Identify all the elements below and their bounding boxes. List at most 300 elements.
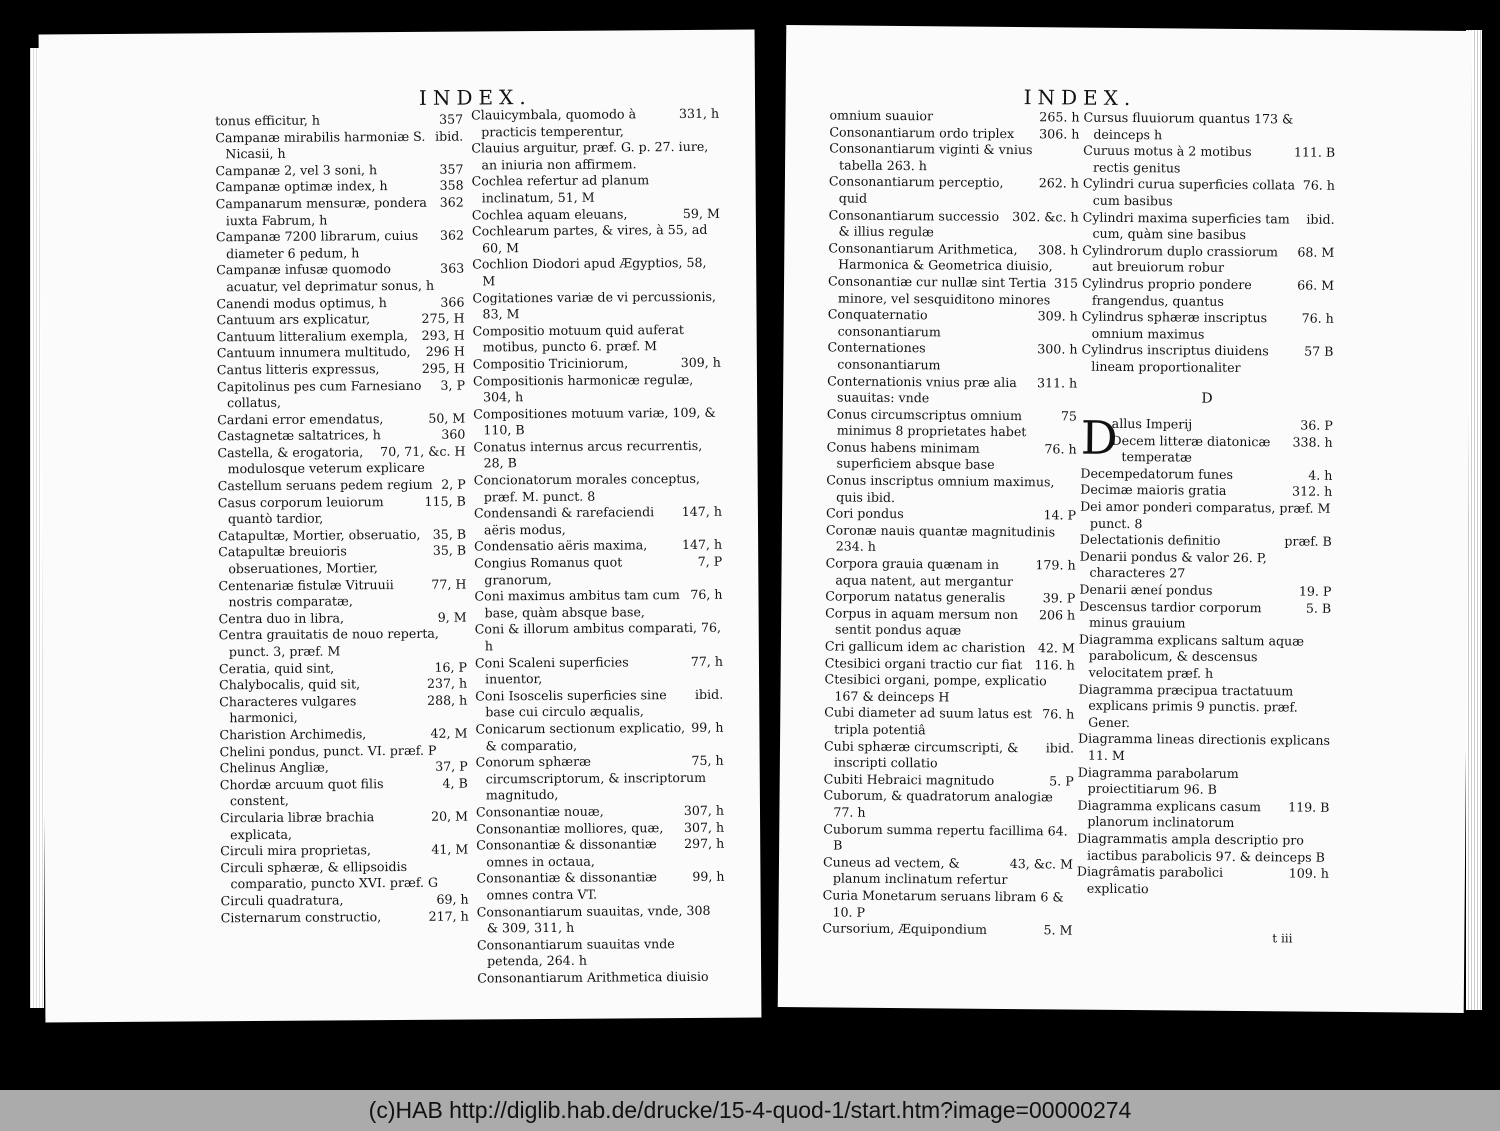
page-reference: 275, H	[421, 310, 465, 326]
page-reference: 75	[1060, 408, 1077, 424]
entry-text: Circuli sphæræ, & ellipsoidis comparatio, puncto XVI. præf. G	[220, 858, 439, 892]
index-entry	[218, 526, 466, 544]
dropcap-letter: D	[1080, 410, 1118, 466]
entry-text: Compositiones motuum variæ, 109, & 110, B	[473, 404, 716, 438]
page-reference: 306. h	[1039, 125, 1080, 142]
page-reference: 66. M	[1297, 277, 1335, 293]
index-entry	[823, 788, 1073, 823]
index-entry	[219, 692, 467, 727]
page-reference: 7, P	[697, 553, 723, 569]
entry-text: Campanæ 2, vel 3 soni, h	[215, 161, 378, 179]
index-entry	[477, 935, 725, 970]
page-reference: 362	[439, 227, 465, 243]
index-entry	[1079, 598, 1331, 633]
entry-text: Circuli mira proprietas,	[220, 842, 371, 859]
entry-text: Catapultæ breuioris obseruationes, Mortier,	[218, 543, 378, 577]
page-reference: 35, B	[432, 526, 467, 542]
page-reference: 57 B	[1304, 343, 1334, 360]
entry-text: Condensandi & rarefaciendi aëris modus,	[473, 504, 655, 538]
index-entry	[1080, 499, 1332, 534]
index-entry	[472, 172, 720, 207]
page-reference: 119. B	[1288, 799, 1330, 815]
entry-text: Curuus motus à 2 motibus rectis genitus	[1083, 142, 1252, 176]
entry-text: Coni & illorum ambitus comparati, 76, h	[474, 620, 722, 654]
entry-text: Decem litteræ diatonicæ temperatæ	[1111, 432, 1271, 465]
page-reference: 70, 71, &c. H	[380, 443, 466, 460]
index-entry	[1082, 276, 1334, 311]
index-entry	[477, 902, 725, 937]
entry-text: Consonantiarum perceptio, quid	[828, 173, 1004, 206]
index-column-left-2	[471, 106, 725, 987]
index-entry	[215, 128, 463, 163]
entry-text: Corporum natatus generalis	[825, 588, 1006, 606]
index-entry	[475, 687, 723, 722]
entry-text: Consonantiarum successio & illius regulæ	[828, 206, 1000, 240]
entry-text: Curia Monetarum seruans libram 6 & 10. P	[822, 887, 1064, 920]
page-reference: 147, h	[681, 504, 722, 520]
index-entry	[217, 443, 465, 478]
entry-text: Cori pondus	[825, 505, 904, 522]
page-reference: 9, M	[437, 609, 467, 625]
page-reference: 20, M	[431, 808, 469, 824]
page-reference: 295, H	[421, 360, 465, 376]
entry-text: Centra grauitatis de nouo reperta, punct. 3, præf. M	[218, 626, 439, 660]
entry-text: Cantus litteris expressus,	[216, 361, 380, 378]
entry-text: Clauicymbala, quomodo à practicis temperentur,	[471, 106, 637, 140]
entry-text: Compositio motuum quid auferat motibus, puncto 6. præf. M	[472, 321, 684, 355]
index-entry	[822, 920, 1072, 939]
page-reference: 50, M	[428, 410, 466, 426]
entry-text: Cochlearum partes, & vires, à 55, ad 60, M	[471, 222, 708, 256]
page-reference: 366	[440, 294, 465, 310]
right-page	[778, 25, 1473, 1013]
index-entry	[1078, 731, 1330, 766]
page-reference: 41, M	[431, 841, 469, 857]
page-reference: 19. P	[1298, 583, 1332, 599]
entry-text: Cylindrus sphæræ inscriptus omnium maximus	[1081, 308, 1268, 342]
entry-text: tonus efficitur, h	[215, 112, 320, 129]
page-reference: 265. h	[1039, 109, 1080, 125]
index-entry	[217, 311, 465, 329]
entry-text: Ceratia, quid sint,	[218, 660, 335, 676]
page-reference: 116. h	[1034, 656, 1075, 673]
entry-text: Conus inscriptus omnium maximus, quis ibid.	[826, 472, 1055, 505]
entry-text: Decimæ maioris gratia	[1080, 482, 1227, 499]
entry-text: Centra duo in libra,	[218, 610, 345, 627]
entry-text: Consonantiæ molliores, quæ,	[476, 819, 664, 837]
index-entry	[220, 808, 468, 843]
page-reference: 76. h	[1301, 310, 1334, 326]
entry-text: Conquaternatio consonantiarum	[827, 306, 941, 340]
index-entry	[220, 775, 468, 810]
index-entry	[472, 222, 720, 257]
index-entry	[475, 653, 723, 688]
entry-text: Cylindrus inscriptus diuidens lineam proportionaliter	[1081, 341, 1269, 375]
entry-text: Conatus internus arcus recurrentis, 28, B	[473, 437, 703, 471]
entry-text: Chordæ arcuum quot filis constent,	[219, 775, 384, 809]
entry-text: Centenariæ fistulæ Vitruuii nostris comparatæ,	[218, 576, 394, 610]
page-reference: 300. h	[1037, 341, 1078, 357]
entry-text: Diagrâmatis parabolici explicatio	[1076, 863, 1224, 896]
index-entry	[476, 836, 724, 871]
entry-text: Campanæ infusæ quomodo acuatur, vel deprimatur sonus, h	[216, 261, 435, 295]
index-entry	[473, 371, 721, 406]
page-reference: 5. B	[1305, 600, 1332, 616]
index-entry	[826, 472, 1076, 507]
entry-text: Cochlea refertur ad planum inclinatum, 51, M	[471, 172, 650, 206]
index-entry	[474, 504, 722, 539]
index-entry	[219, 626, 467, 661]
index-entry	[1078, 764, 1330, 799]
entry-text: Consonantiæ cur nullæ sint Tertia minore, vel sesquiditono minores	[828, 273, 1051, 307]
entry-text: Cuborum, & quadratorum analogiæ 77. h	[823, 787, 1053, 820]
page-reference: 68. M	[1297, 244, 1335, 260]
page-reference: 262. h	[1038, 175, 1079, 191]
index-entry	[476, 819, 724, 837]
entry-text: Condensatio aëris maxima,	[474, 537, 648, 554]
index-entry	[1082, 209, 1334, 244]
running-head-right: INDEX.	[1023, 85, 1137, 111]
page-reference: 76. h	[1042, 706, 1075, 722]
entry-text: Consonantiæ & dissonantiæ omnes in octaua,	[476, 836, 657, 870]
entry-text: Casus corporum leuiorum quantò tardior,	[217, 493, 384, 527]
entry-text: Consonantiarum Arithmetica diuisio	[477, 968, 709, 986]
index-entry	[476, 869, 724, 904]
page-reference: 309. h	[1037, 308, 1078, 324]
index-entry	[827, 373, 1077, 408]
entry-text: Diagramma præcipua tractatuum explicans primis 9 punctis. præf. Gener.	[1078, 681, 1298, 730]
index-entry	[218, 493, 466, 528]
index-entry	[219, 609, 467, 627]
entry-text: Cylindri curua superficies collata cum basibus	[1082, 175, 1296, 209]
index-entry	[217, 410, 465, 428]
page-reference: 4, B	[442, 775, 468, 791]
entry-text: Compositio Triciniorum,	[472, 355, 629, 372]
page-reference: præf. B	[1284, 533, 1332, 550]
page-reference: 59, M	[682, 205, 720, 221]
entry-text: Diagramma parabolarum proiectitiarum 96. B	[1077, 764, 1239, 797]
index-entry	[826, 522, 1076, 557]
page-reference: 288, h	[427, 692, 468, 708]
entry-text: Cantuum ars explicatur,	[216, 311, 371, 328]
entry-text: Cubi diameter ad suum latus est tripla potentiâ	[824, 704, 1033, 738]
page-reference: 360	[441, 426, 466, 442]
page-reference: 5. M	[1043, 922, 1073, 938]
index-entry	[471, 139, 719, 174]
index-entry	[220, 742, 468, 760]
page-reference: 42. M	[1037, 640, 1075, 656]
index-entry	[218, 477, 466, 495]
page-reference: 307, h	[683, 802, 725, 818]
entry-text: Compositionis harmonicæ regulæ, 304, h	[472, 371, 694, 405]
page-reference: 4. h	[1308, 467, 1333, 483]
index-entry	[472, 255, 720, 290]
page-reference: 296 H	[425, 343, 465, 360]
page-reference: 111. B	[1293, 144, 1336, 161]
entry-text: Cochlion Diodori apud Ægyptios, 58, M	[472, 255, 707, 289]
index-entry	[217, 327, 465, 345]
entry-text: Chelini pondus, punct. VI. præf. P	[219, 742, 437, 759]
page-reference: ibid.	[694, 686, 724, 702]
entry-text: Cursorium, Æquipondium	[822, 920, 988, 937]
entry-text: Denarii æneí pondus	[1079, 581, 1213, 598]
index-entry	[472, 288, 720, 323]
index-entry	[216, 178, 464, 196]
entry-text: Conus habens minimam superficiem absque base	[826, 439, 995, 473]
entry-text: Diagramma lineas directionis explicans 11. M	[1078, 730, 1331, 763]
index-entry	[1082, 242, 1334, 277]
page-reference: 69, h	[436, 891, 469, 907]
entry-text: Delectationis definitio	[1079, 531, 1221, 549]
index-entry	[1083, 143, 1335, 178]
page-reference: 357	[439, 161, 464, 177]
page-reference: 76, h	[690, 586, 723, 603]
page-reference: 39. P	[1042, 590, 1076, 606]
entry-text: Diagrammatis ampla descriptio pro iactibus parabolicis 97. & deinceps B	[1077, 830, 1325, 865]
page-reference: 99, h	[691, 719, 724, 735]
entry-text: Cuborum summa repertu facillima 64. B	[823, 820, 1068, 853]
entry-text: Cogitationes variæ de vi percussionis, 83, M	[472, 288, 717, 322]
page-reference: 362	[439, 194, 464, 210]
index-entry	[217, 360, 465, 378]
index-entry	[218, 576, 466, 611]
page-reference: 99, h	[692, 869, 725, 885]
index-entry	[828, 273, 1078, 308]
page-reference: 206 h	[1038, 607, 1076, 623]
index-entry	[1077, 797, 1329, 832]
page-reference: 338. h	[1292, 434, 1333, 450]
index-entry	[1083, 176, 1335, 211]
entry-text: Chalybocalis, quid sit,	[219, 676, 361, 693]
page-reference: 331, h	[678, 105, 720, 122]
index-entry	[475, 720, 723, 755]
index-entry	[216, 195, 464, 230]
entry-text: Castellum seruans pedem regium	[217, 476, 433, 494]
entry-text: Consonantiarum Arithmetica, Harmonica & Geometrica diuisio,	[828, 240, 1053, 274]
index-entry	[824, 672, 1074, 707]
index-entry	[474, 554, 722, 589]
left-page	[39, 30, 762, 1023]
page-reference: 297, h	[684, 835, 725, 852]
entry-text: Castagnetæ saltatrices, h	[217, 427, 381, 444]
page-reference: 3, P	[440, 377, 466, 393]
page-reference: 5. P	[1049, 773, 1074, 789]
index-entry	[218, 543, 466, 578]
entry-text: Ctesibici organi tractio cur fiat	[824, 654, 1023, 672]
page-reference: 358	[439, 177, 464, 194]
entry-text: Conicarum sectionum explicatio, & comparatio,	[475, 719, 686, 753]
entry-text: Cylindri maxima superficies tam cum, quàm sine basibus	[1082, 209, 1290, 243]
page-reference: 312. h	[1292, 483, 1333, 500]
page-reference: 237, h	[426, 675, 468, 692]
page-reference: 37, P	[435, 758, 468, 774]
page-reference: 311. h	[1036, 374, 1078, 391]
page-reference: 77, h	[690, 653, 724, 669]
entry-text: Characteres vulgares harmonici,	[219, 693, 357, 726]
index-entry	[472, 205, 720, 223]
entry-text: omnium suauior	[829, 107, 934, 124]
index-entry	[219, 726, 467, 744]
entry-text: Cubi sphæræ circumscripti, & inscripti collatio	[823, 737, 1019, 771]
index-entry	[219, 659, 467, 677]
index-entry	[216, 228, 464, 263]
index-entry	[475, 620, 723, 655]
index-entry	[823, 821, 1073, 856]
index-entry	[829, 174, 1079, 209]
index-entry	[1078, 681, 1330, 733]
entry-text: Cursus fluuiorum quantus 173 & deinceps h	[1083, 109, 1294, 142]
page-reference: 179. h	[1035, 557, 1076, 573]
index-entry	[824, 738, 1074, 773]
index-entry	[473, 438, 721, 473]
entry-text: Coni maximus ambitus tam cum base, quàm absque base,	[474, 587, 680, 621]
entry-text: Corpora grauia quænam in aqua natent, aut mergantur	[825, 555, 1014, 589]
entry-text: Cardani error emendatus,	[217, 410, 384, 427]
index-entry	[828, 207, 1078, 242]
index-entry	[220, 858, 468, 893]
entry-text: Canendi modus optimus, h	[216, 294, 387, 311]
index-entry	[1082, 309, 1334, 344]
entry-text: Campanarum mensuræ, pondera iuxta Fabrum, h	[215, 194, 427, 228]
entry-text: Cri gallicum idem ac charistion	[824, 638, 1026, 656]
index-entry	[220, 759, 468, 777]
entry-text: Campanæ optimæ index, h	[215, 178, 388, 195]
page-reference: 308. h	[1038, 241, 1079, 258]
index-entry	[1081, 342, 1333, 377]
page-reference: 35, B	[432, 542, 467, 559]
index-entry	[1080, 432, 1332, 467]
page-reference: 36. P	[1300, 417, 1333, 433]
entry-text: allus Imperij	[1111, 415, 1193, 432]
index-entry	[828, 240, 1078, 275]
entry-text: Clauius arguitur, præf. G. p. 27. iure, an iniuria non affirmem.	[471, 139, 709, 173]
entry-text: Castella, & erogatoria, modulosque veterum explicare	[217, 444, 425, 477]
index-entry	[825, 605, 1075, 640]
index-entry	[474, 587, 722, 622]
entry-text: Coni Scaleni superficies inuentor,	[474, 654, 629, 687]
entry-text: Conternationis vnius præ alia suauitas: vnde	[827, 372, 1017, 406]
index-entry	[215, 161, 463, 179]
index-entry	[473, 355, 721, 373]
index-entry	[474, 471, 722, 506]
index-entry	[217, 377, 465, 412]
entry-text: Cantuum litteralium exempla,	[216, 327, 409, 344]
entry-text: Coni Isoscelis superficies sine base cui circulo æqualis,	[475, 686, 667, 720]
index-entry	[476, 753, 724, 805]
entry-text: Diagramma explicans saltum aquæ parabolicum, & descensus velocitatem præf. h	[1078, 631, 1305, 681]
entry-text: Conus circumscriptus omnium minimus 8 proprietates habet	[826, 406, 1027, 440]
entry-text: Decempedatorum funes	[1080, 465, 1234, 482]
index-entry	[471, 106, 719, 141]
index-entry	[824, 705, 1074, 740]
page-reference: ibid.	[1045, 739, 1075, 756]
page-reference: 147, h	[681, 537, 723, 553]
entry-text: Capitolinus pes cum Farnesiano collatus,	[216, 377, 422, 411]
entry-text: Circularia libræ brachia explicata,	[219, 809, 375, 842]
section-letter: D	[1201, 390, 1213, 407]
index-entry	[474, 537, 722, 555]
index-entry	[826, 439, 1076, 474]
index-entry	[1077, 864, 1329, 899]
page-reference: 109. h	[1288, 865, 1329, 881]
entry-text: Conternationes consonantiarum	[827, 339, 941, 373]
entry-text: Concionatorum morales conceptus, præf. M. punct. 8	[473, 470, 701, 505]
page-reference: ibid.	[1306, 211, 1335, 227]
index-column-left-1	[215, 112, 469, 927]
index-entry	[216, 294, 464, 312]
entry-text: Catapultæ, Mortier, obseruatio,	[218, 526, 421, 544]
entry-text: Consonantiarum suauitas vnde petenda, 264. h	[476, 935, 675, 969]
page-reference: 2, P	[441, 476, 466, 492]
index-entry	[216, 261, 464, 296]
index-entry	[217, 427, 465, 445]
index-entry	[827, 340, 1077, 375]
entry-text: Denarii pondus & valor 26. P, characteres 27	[1079, 548, 1267, 581]
index-entry	[828, 307, 1078, 342]
index-column-right-2	[1077, 110, 1336, 899]
entry-text: Campanæ 7200 librarum, cuius diameter 6 pedum, h	[215, 228, 419, 261]
running-head-left: INDEX.	[418, 85, 532, 110]
page-reference: 76. h	[1302, 177, 1335, 194]
signature-mark: t iii	[1272, 931, 1293, 946]
index-entry	[1083, 110, 1335, 145]
entry-text: Ctesibici organi, pompe, explicatio 167 & deinceps H	[824, 671, 1047, 705]
index-entry	[220, 842, 468, 860]
page-reference: 363	[440, 260, 465, 277]
entry-text: Consonantiæ nouæ,	[475, 803, 604, 820]
copyright-footer: (c)HAB http://diglib.hab.de/drucke/15-4-quod-1/start.htm?image=00000274	[0, 1090, 1500, 1131]
page-reference: 14. P	[1043, 507, 1077, 523]
index-entry	[825, 555, 1075, 590]
entry-text: Cochlea aquam eleuans,	[471, 205, 628, 223]
page-reference: 309, h	[680, 354, 721, 370]
page-reference: 293, H	[421, 327, 465, 343]
entry-text: Coronæ nauis quantæ magnitudinis 234. h	[825, 522, 1056, 555]
entry-text: Diagramma explicans casum planorum inclinatorum	[1077, 797, 1262, 831]
page-reference: 315	[1053, 275, 1079, 291]
page-reference: 307, h	[683, 819, 725, 835]
page-reference: 115, B	[424, 493, 466, 509]
page-reference: ibid.	[435, 128, 464, 144]
index-entry	[822, 887, 1072, 922]
page-reference: 42, M	[430, 725, 468, 741]
index-column-right-1	[822, 107, 1079, 939]
page-reference: 75, h	[691, 752, 724, 769]
entry-text: Cubiti Hebraici magnitudo	[823, 771, 995, 788]
index-entry	[219, 676, 467, 694]
index-entry	[473, 321, 721, 356]
entry-text: Dei amor ponderi comparatus, præf. M punct. 8	[1080, 498, 1331, 531]
index-entry	[477, 969, 725, 987]
entry-text: Cisternarum constructio,	[220, 908, 382, 925]
entry-text: Cylindrorum duplo crassiorum aut breuiorum robur	[1082, 242, 1279, 276]
page-reference: 302. &c. h	[1012, 208, 1079, 225]
index-entry	[476, 803, 724, 821]
index-entry	[1077, 831, 1329, 866]
index-entry	[1079, 631, 1331, 683]
entry-text: Chelinus Angliæ,	[219, 759, 329, 776]
index-entry	[215, 112, 463, 130]
page-reference: 16, P	[434, 659, 468, 675]
entry-text: Consonantiarum suauitas, vnde, 308 & 309, 311, h	[476, 902, 711, 936]
page-reference: 77, H	[431, 576, 467, 592]
entry-text: Descensus tardior corporum minus grauium	[1079, 598, 1262, 631]
index-entry	[827, 406, 1077, 441]
entry-text: Campanæ mirabilis harmoniæ S. Nicasii, h	[215, 128, 426, 162]
entry-text: Consonantiarum viginti & vnius tabella 263. h	[829, 140, 1033, 174]
page-reference: 217, h	[428, 908, 469, 924]
entry-text: Cantuum innumera multitudo,	[216, 344, 411, 361]
